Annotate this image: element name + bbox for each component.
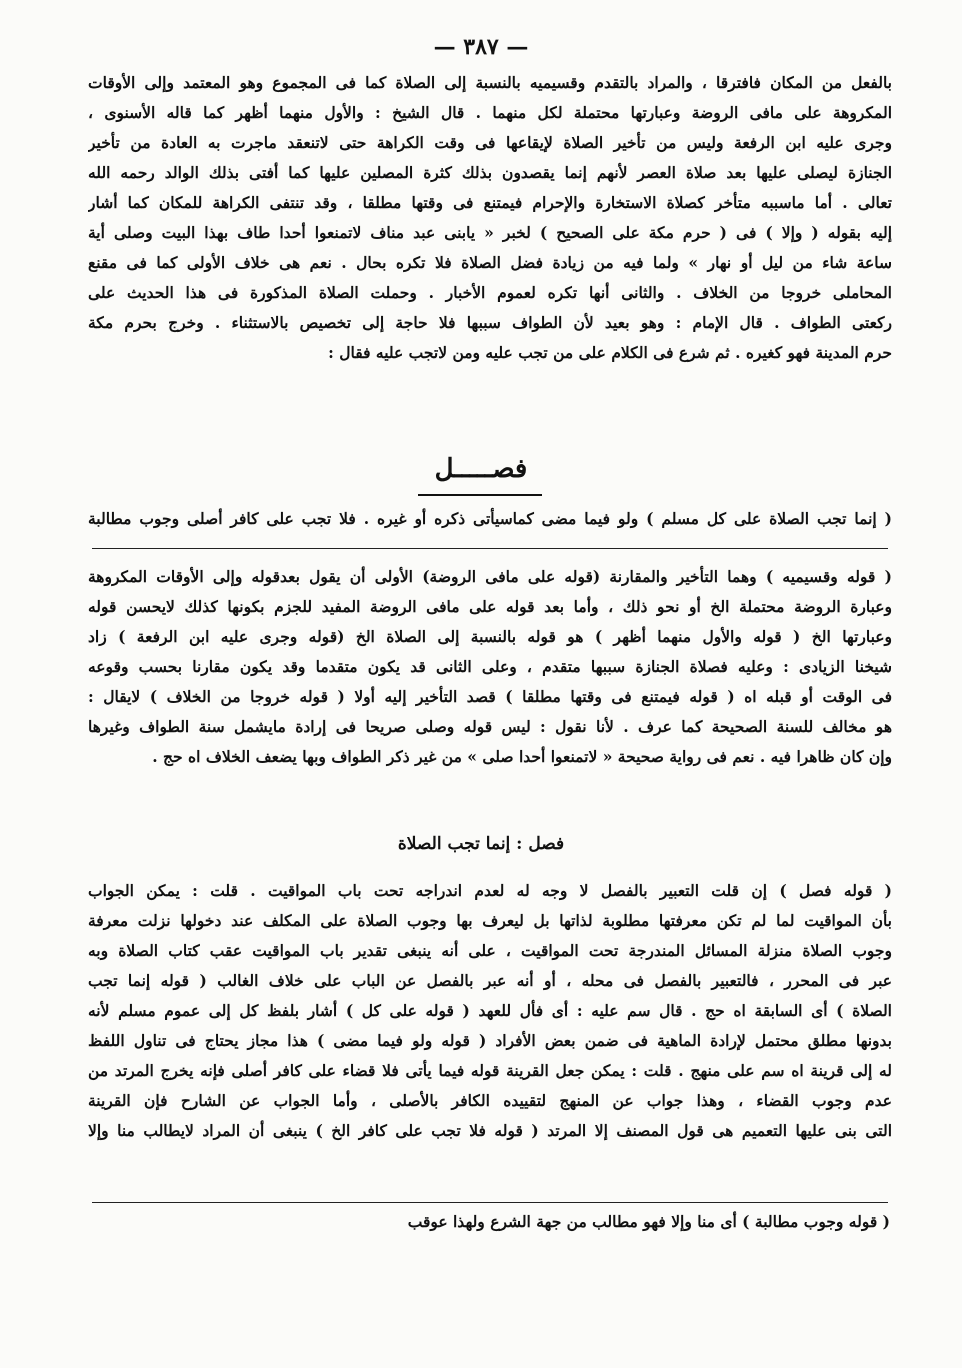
section-title: فصـــــل xyxy=(434,454,528,484)
text-line: ركعتى الطواف . قال الإمام : وهو بعيد لأن الطواف سببها فلا حاجة إلى تخصيص بالاستثناء . وخرج بحرم مكة xyxy=(88,313,892,332)
commentary-line: شيخنا الزيادى : وعليه فصلاة الجنازة سببها متقدم ، وعلى الثانى قد يكون متقدما وقد يكون مقارنا بحسب وقوعه xyxy=(88,657,892,676)
text-line: ساعة شاء من ليل أو نهار » ولما فيه من زيادة فضل الصلاة فلا تكره بحال . نعم هى خلاف الأولى كما فى مقنع xyxy=(88,253,892,272)
separator-rule xyxy=(92,548,888,549)
text-line: المحاملى خروجا من الخلاف . والثانى أنها تكره لعموم الأخبار . وحملت الصلاة المذكورة فى هذا الحديث على xyxy=(88,283,892,302)
text-line: إليه بقوله ( وإلا ) فى ( حرم مكة على الصحيح ) لخبر « يابنى عبد مناف لاتمنعوا أحدا طاف بهذا البيت وصلى أية xyxy=(88,223,892,242)
commentary-line: له إلى قرينة اه سم على منهج . قلت : يمكن جعل القرينة قوله فيما يأتى فلا قضاء على كافر أصلى فإنه يخرج المرتد من xyxy=(88,1061,892,1080)
commentary-line: التى بنى عليها التعميم هى قول المصنف إلا المرتد ( قوله فلا تجب على كافر الخ ) ينبغى أن المراد لايطالب منا وإلا xyxy=(88,1121,892,1140)
commentary-line: وإن كان ظاهرا فيه . نعم فى رواية صحيحة « لاتمنعوا أحدا صلى » من غير ذكر الطواف وبها يضعف الخلاف اه حج . xyxy=(152,747,892,766)
commentary-line: عبر فى المحرر ، فالتعبير بالفصل فى محله ، أو أنه عبر بالفصل عن الباب على خلاف الغالب ( قوله إنما تجب xyxy=(88,971,892,990)
text-line: تعالى . أما ماسببه متأخر كصلاة الاستخارة والإحرام فيمتنع فى وقتها مطلقا ، وقد تنتفى الكراهة للمكان كما أشار xyxy=(88,193,892,212)
commentary-block-2 xyxy=(88,876,892,1146)
commentary-line: وعبارة الروضة محتملة الخ أو نحو ذلك ، وأما بعد قوله على مافى الروضة المفيد للجزم بكونها كذلك لايحسن قوله xyxy=(88,597,892,616)
main-text-block xyxy=(88,68,892,368)
matn-block xyxy=(88,504,892,534)
text-line: بالفعل من المكان فافترقا ، والمراد بالتقدم وقسيميه بالنسبة إلى الصلاة كما فى المجموع وهو المعتمد وإلى الأوقات xyxy=(88,73,892,92)
commentary-line: بدونها مطلق محتمل لإرادة الماهية فى ضمن بعض الأفراد ( قوله ولو فيما مضى ) هذا مجاز يحتاج فى تناول اللفظ xyxy=(88,1031,892,1050)
commentary-line: فى الوقت أو قبله اه ( قوله فيمتنع فى وقتها مطلقا ) قصد التأخير إليه أولا ( قوله خروجا من الخلاف ) لايقال : xyxy=(88,687,892,706)
commentary-line: الصلاة ) أى السابقة اه حج . قال سم عليه : أى فأل للعهد ( قوله على كل ) أشار بلفظ كل إلى عموم مسلم لأنه xyxy=(88,1001,892,1020)
commentary-line: هو مخالف للسنة الصحيحة كما عرف . لأنا نقول : ليس قوله وصلى صريحا فى إرادة مايشمل سنة الطواف وغيرها xyxy=(88,717,892,736)
section-title-underline xyxy=(418,494,542,496)
matn-line: ( إنما تجب الصلاة على كل مسلم ) ولو فيما مضى كماسيأتى ذكره أو غيره . فلا تجب على كافر أصلى وجوب مطالبة xyxy=(88,509,892,528)
commentary-line: بأن المواقيت لما لم تكن معرفتها مطلوبة لذاتها بل ليعرف بها وجوب الصلاة على المكلف عند دخولها نزلت معرفة xyxy=(88,911,892,930)
commentary-line: وعبارتها الخ ( قوله والأول منهما أظهر ) هو قوله بالنسبة إلى الصلاة الخ (قوله وجرى عليه ابن الرفعة ) زاد xyxy=(88,627,892,646)
footnote-rule xyxy=(92,1202,888,1203)
text-line: حرم المدينة فهو كغيره . ثم شرع فى الكلام على من تجب عليه ومن لاتجب عليه فقال : xyxy=(328,343,892,362)
commentary-line: ( قوله وقسيميه ) وهما التأخير والمقارنة (قوله على مافى الروضة) الأولى أن يقول بعدقوله وإلى الأوقات المكروهة xyxy=(88,567,892,586)
subsection-title: فصل : إنما تجب الصلاة xyxy=(397,834,565,854)
page-number: — ٣٨٧ — xyxy=(433,34,529,60)
text-line: وجرى عليه ابن الرفعة وليس من تأخير الصلاة لإيقاعها فى وقت الكراهة حتى لاتنعقد ماجرت به العادة من تأخير xyxy=(88,133,892,152)
text-line: المكروهة على مافى الروضة وعبارتها محتملة لكل منهما . قال الشيخ : والأول منهما أظهر كما قاله الأسنوى ، xyxy=(88,103,892,122)
footnote: ( قوله وجوب مطالبة ) أى منا وإلا فهو مطالب من جهة الشرع ولهذا عوقب xyxy=(407,1212,890,1231)
commentary-line: وجوب الصلاة منزلة المسائل المندرجة تحت المواقيت ، على أنه ينبغى تقدير باب المواقيت عقب كتاب الصلاة وبه xyxy=(88,941,892,960)
commentary-line: ( قوله فصل ) إن قلت التعبير بالفصل لا وجه له لعدم اندراجه تحت باب المواقيت . قلت : يمكن الجواب xyxy=(88,881,892,900)
commentary-block-1 xyxy=(88,562,892,772)
commentary-line: عدم وجوب القضاء ، وهذا جواب عن المنهج لتقييده الكافر بالأصلى ، وأما الجواب عن الشارح فإن القرينة xyxy=(88,1091,892,1110)
text-line: الجنازة ليصلى عليها بعد صلاة العصر لأنهم إنما يقصدون بذلك كثرة المصلين عليها كما أفتى بذلك الوالد رحمه الله xyxy=(88,163,892,182)
